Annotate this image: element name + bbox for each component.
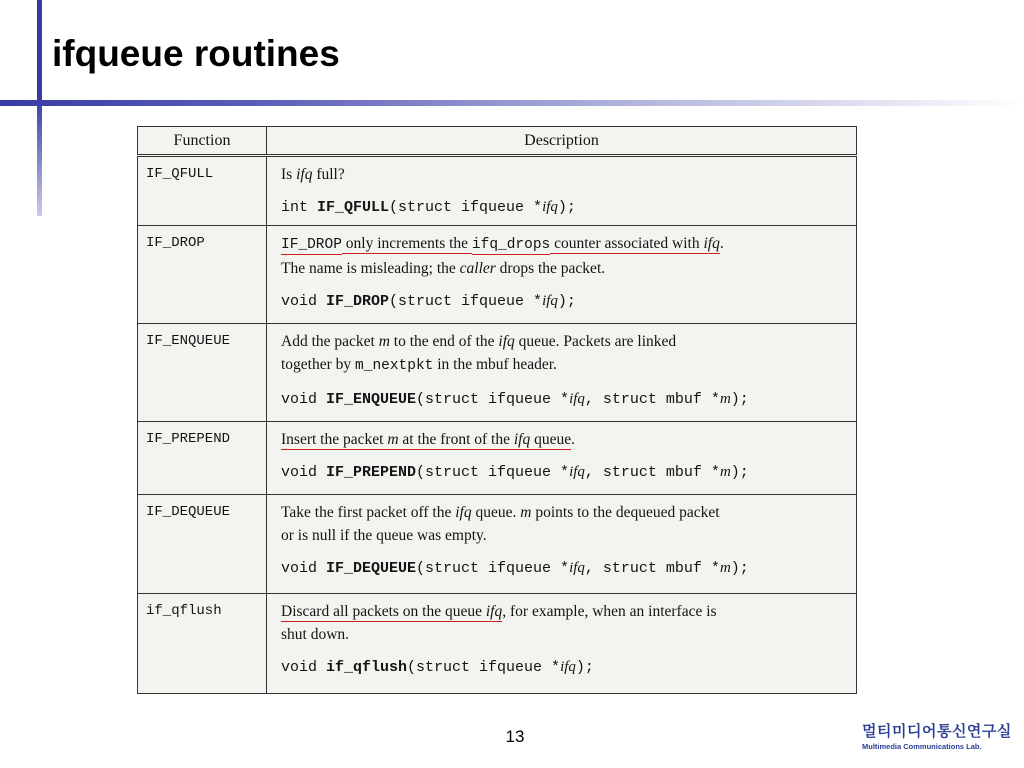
signature-return-type: void bbox=[281, 464, 327, 482]
signature-function-name: IF_PREPEND bbox=[326, 464, 417, 482]
description-fragment: counter associated with bbox=[550, 234, 704, 252]
table-body bbox=[138, 156, 857, 694]
signature-arg-name: ifq bbox=[569, 464, 585, 481]
description-fragment: Is bbox=[281, 166, 297, 183]
signature-return-type: int bbox=[281, 199, 318, 216]
header-function: Function bbox=[138, 127, 267, 156]
page-number: 13 bbox=[505, 727, 525, 746]
signature-args: (struct ifqueue * bbox=[416, 560, 570, 578]
signature-args: , struct mbuf * bbox=[584, 464, 720, 482]
function-signature bbox=[281, 461, 848, 484]
code-term: m_nextpkt bbox=[355, 358, 434, 375]
description-fragment: together by bbox=[281, 356, 356, 374]
function-signature bbox=[281, 388, 848, 411]
signature-arg-name: ifq bbox=[560, 658, 576, 675]
signature-arg-name: m bbox=[719, 560, 731, 577]
description-fragment: ifq bbox=[513, 431, 531, 449]
slide-title: ifqueue routines bbox=[52, 33, 340, 74]
description-fragment: queue bbox=[530, 431, 572, 449]
scanned-table-image bbox=[137, 126, 857, 694]
table-row bbox=[138, 324, 857, 422]
code-term: ifq_drops bbox=[471, 236, 551, 253]
signature-function-name: IF_QFULL bbox=[317, 199, 390, 216]
description-fragment: Take the first packet off the bbox=[281, 504, 456, 522]
signature-args: (struct ifqueue * bbox=[416, 464, 570, 482]
signature-function-name: IF_ENQUEUE bbox=[326, 391, 417, 409]
function-name: IF_PREPEND bbox=[146, 431, 231, 448]
function-cell bbox=[138, 225, 267, 323]
signature-suffix: ); bbox=[730, 560, 749, 578]
description-fragment: drops the packet. bbox=[495, 259, 606, 277]
signature-args: (struct ifqueue * bbox=[389, 199, 543, 216]
description-fragment: Discard all packets on the queue bbox=[281, 602, 486, 620]
signature-arg-name: m bbox=[719, 391, 731, 408]
description-fragment: caller bbox=[459, 259, 496, 277]
table-row bbox=[138, 422, 857, 495]
signature-suffix: ); bbox=[557, 292, 576, 310]
signature-return-type: void bbox=[281, 658, 327, 676]
lab-name-english: Multimedia Communications Lab. bbox=[862, 742, 982, 751]
description-cell bbox=[267, 225, 857, 323]
description-text bbox=[267, 157, 856, 219]
signature-args: (struct ifqueue * bbox=[389, 292, 543, 310]
description-fragment: at the front of the bbox=[398, 431, 514, 449]
table-row bbox=[138, 593, 857, 693]
signature-arg-name: ifq bbox=[569, 391, 585, 408]
function-name: IF_ENQUEUE bbox=[146, 333, 231, 350]
description-text bbox=[267, 594, 856, 679]
signature-args: (struct ifqueue * bbox=[407, 658, 561, 676]
function-cell bbox=[138, 324, 267, 422]
description-text bbox=[267, 226, 856, 313]
signature-function-name: IF_DEQUEUE bbox=[326, 560, 417, 578]
description-cell bbox=[267, 495, 857, 593]
function-cell bbox=[138, 495, 267, 593]
description-fragment: ifq bbox=[455, 504, 472, 522]
signature-return-type: void bbox=[281, 292, 327, 310]
description-cell bbox=[267, 156, 857, 226]
function-signature bbox=[281, 656, 848, 679]
signature-arg-name: ifq bbox=[542, 199, 558, 215]
function-table bbox=[137, 126, 857, 694]
function-name: IF_DEQUEUE bbox=[146, 504, 231, 521]
table-header-row bbox=[138, 127, 857, 156]
description-fragment: only increments the bbox=[341, 234, 472, 252]
signature-return-type: void bbox=[281, 560, 327, 578]
code-term: IF_DROP bbox=[281, 236, 342, 253]
description-fragment: Add the packet bbox=[281, 333, 379, 351]
accent-vertical-bar bbox=[37, 0, 42, 216]
description-fragment: shut down. bbox=[281, 625, 350, 643]
description-fragment: ifq bbox=[296, 166, 313, 183]
function-signature bbox=[281, 196, 848, 219]
function-cell bbox=[138, 593, 267, 693]
signature-function-name: if_qflush bbox=[326, 658, 408, 676]
description-text bbox=[267, 422, 856, 484]
function-name: IF_QFULL bbox=[146, 166, 214, 182]
lab-name-korean: 멀티미디어통신연구실 bbox=[862, 723, 1012, 740]
description-fragment: ifq bbox=[485, 602, 503, 620]
table-row bbox=[138, 495, 857, 593]
lab-logo bbox=[862, 720, 1012, 751]
signature-suffix: ); bbox=[575, 658, 594, 676]
description-cell bbox=[267, 422, 857, 495]
description-fragment: m bbox=[387, 431, 399, 449]
description-fragment: full? bbox=[312, 166, 345, 183]
accent-horizontal-bar bbox=[0, 100, 1024, 106]
signature-args: , struct mbuf * bbox=[584, 560, 720, 578]
table-row bbox=[138, 156, 857, 226]
function-signature bbox=[281, 557, 848, 580]
signature-args: (struct ifqueue * bbox=[416, 391, 570, 409]
description-fragment: . bbox=[719, 234, 724, 252]
description-fragment: m bbox=[520, 504, 532, 522]
description-fragment: points to the dequeued packet bbox=[531, 504, 720, 522]
function-name: if_qflush bbox=[146, 602, 222, 619]
description-text bbox=[267, 324, 856, 411]
description-fragment: The name is misleading; the bbox=[281, 259, 460, 277]
signature-suffix: ); bbox=[557, 199, 576, 216]
function-name: IF_DROP bbox=[146, 234, 205, 251]
description-fragment: m bbox=[378, 333, 390, 351]
signature-function-name: IF_DROP bbox=[326, 292, 390, 310]
table-row bbox=[138, 225, 857, 323]
description-fragment: , for example, when an interface is bbox=[502, 602, 717, 620]
signature-arg-name: ifq bbox=[542, 292, 558, 309]
description-text bbox=[267, 495, 856, 580]
signature-arg-name: m bbox=[719, 464, 731, 481]
header-description: Description bbox=[267, 127, 857, 156]
signature-suffix: ); bbox=[730, 464, 749, 482]
signature-suffix: ); bbox=[730, 391, 749, 409]
description-fragment: or is null if the queue was empty. bbox=[281, 527, 487, 545]
description-fragment: . bbox=[571, 431, 576, 449]
description-fragment: ifq bbox=[703, 234, 720, 252]
description-cell bbox=[267, 324, 857, 422]
description-fragment: queue. bbox=[471, 504, 521, 522]
description-fragment: Insert the packet bbox=[281, 431, 388, 449]
signature-arg-name: ifq bbox=[569, 560, 585, 577]
signature-return-type: void bbox=[281, 391, 327, 409]
signature-args: , struct mbuf * bbox=[584, 391, 720, 409]
function-cell bbox=[138, 422, 267, 495]
description-fragment: ifq bbox=[498, 333, 515, 351]
description-cell bbox=[267, 593, 857, 693]
description-fragment: to the end of the bbox=[389, 333, 499, 351]
description-fragment: queue. Packets are linked bbox=[514, 333, 677, 351]
description-fragment: in the mbuf header. bbox=[433, 356, 557, 374]
function-signature bbox=[281, 290, 848, 313]
function-cell bbox=[138, 156, 267, 226]
